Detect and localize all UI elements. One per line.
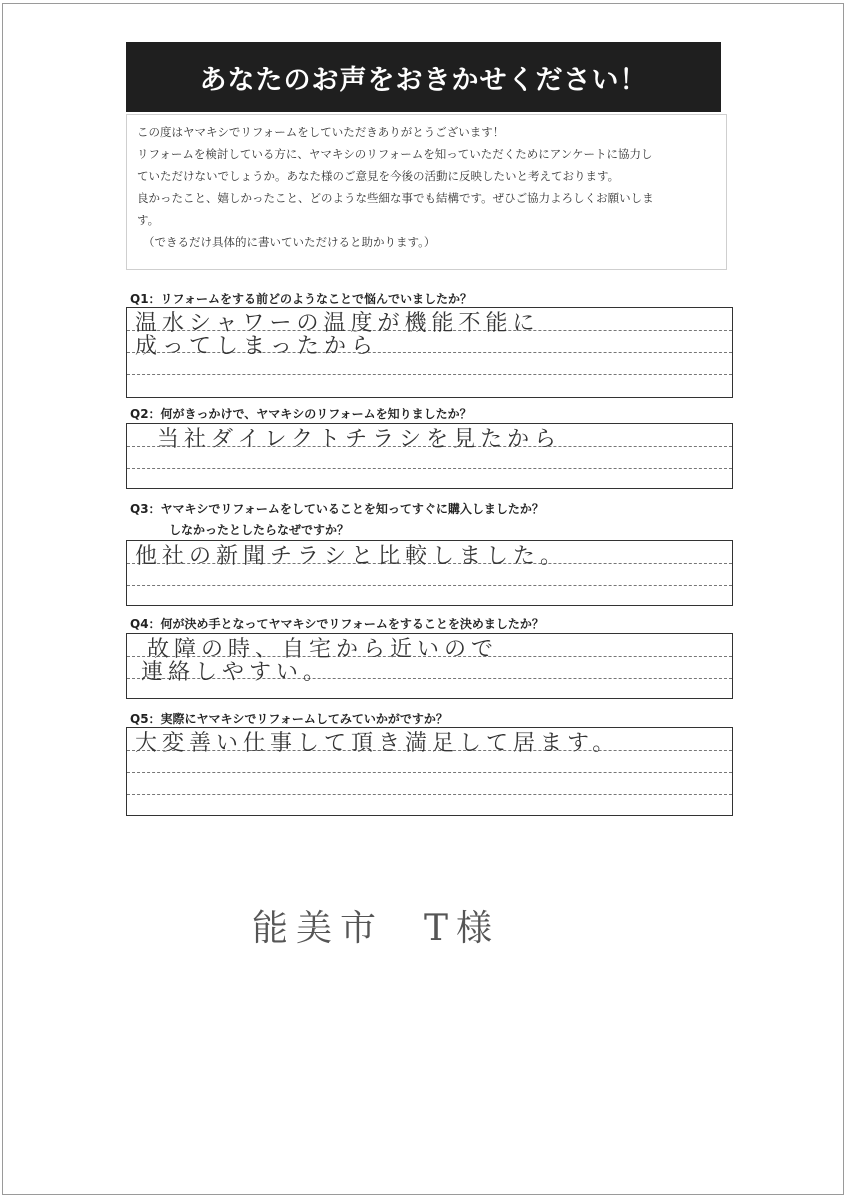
q1-answer-box: [126, 307, 733, 398]
q5-answer-line-1: 大変善い仕事して頂き満足して居ます。: [135, 731, 620, 756]
q3-answer-line-1: 他社の新聞チラシと比較しました。: [135, 544, 568, 569]
q4-label: Q4：何が決め手となってヤマキシでリフォームをすることを決めましたか？: [130, 617, 544, 631]
answer-rule: [127, 772, 732, 773]
customer-signature: [252, 900, 500, 951]
q3-label: Q3：ヤマキシでリフォームをしていることを知ってすぐに購入しましたか？: [130, 502, 544, 516]
q1-label: Q1：リフォームをする前どのようなことで悩んでいましたか？: [130, 292, 472, 306]
intro-text-line: 良かったこと、嬉しかったこと、どのような些細な事でも結構です。ぜひご協力よろしくお願いしま: [137, 191, 654, 205]
intro-text-line: す。: [137, 213, 160, 227]
intro-text-line: リフォームを検討している方に、ヤマキシのリフォームを知っていただくためにアンケートに協力し: [137, 147, 653, 161]
q5-label: Q5：実際にヤマキシでリフォームしてみていかがですか？: [130, 712, 448, 726]
q4-answer-box: [126, 633, 733, 699]
intro-box: [126, 114, 727, 270]
answer-rule: [127, 585, 732, 586]
intro-text-line: ていただけないでしょうか。あなた様のご意見を今後の活動に反映したいと考えております。: [137, 169, 620, 183]
answer-rule: [127, 374, 732, 375]
signature-name: T様: [424, 908, 501, 949]
survey-title: あなたのお声をおきかせください！: [126, 42, 721, 112]
q2-answer-box: [126, 423, 733, 489]
q1-answer-line-2: 成ってしまったから: [135, 334, 379, 359]
q5-answer-box: [126, 727, 733, 816]
q2-label: Q2：何がきっかけで、ヤマキシのリフォームを知りましたか？: [130, 407, 472, 421]
intro-note: （できるだけ具体的に書いていただけると助かります。）: [143, 235, 436, 249]
signature-city: 能美市: [252, 908, 385, 949]
q1-answer-line-1: 温水シャワーの温度が機能不能に: [135, 311, 540, 336]
answer-rule: [127, 794, 732, 795]
q2-answer-line-1: 当社ダイレクトチラシを見たから: [157, 427, 562, 452]
intro-text-line: この度はヤマキシでリフォームをしていただきありがとうございます！: [137, 125, 505, 139]
q3-answer-box: [126, 540, 733, 606]
q4-answer-line-1: 故障の時、自宅から近いので: [147, 637, 499, 662]
q4-answer-line-2: 連絡しやすい。: [141, 660, 331, 685]
answer-rule: [127, 468, 732, 469]
q3-sublabel: しなかったとしたらなぜですか？: [169, 523, 350, 537]
